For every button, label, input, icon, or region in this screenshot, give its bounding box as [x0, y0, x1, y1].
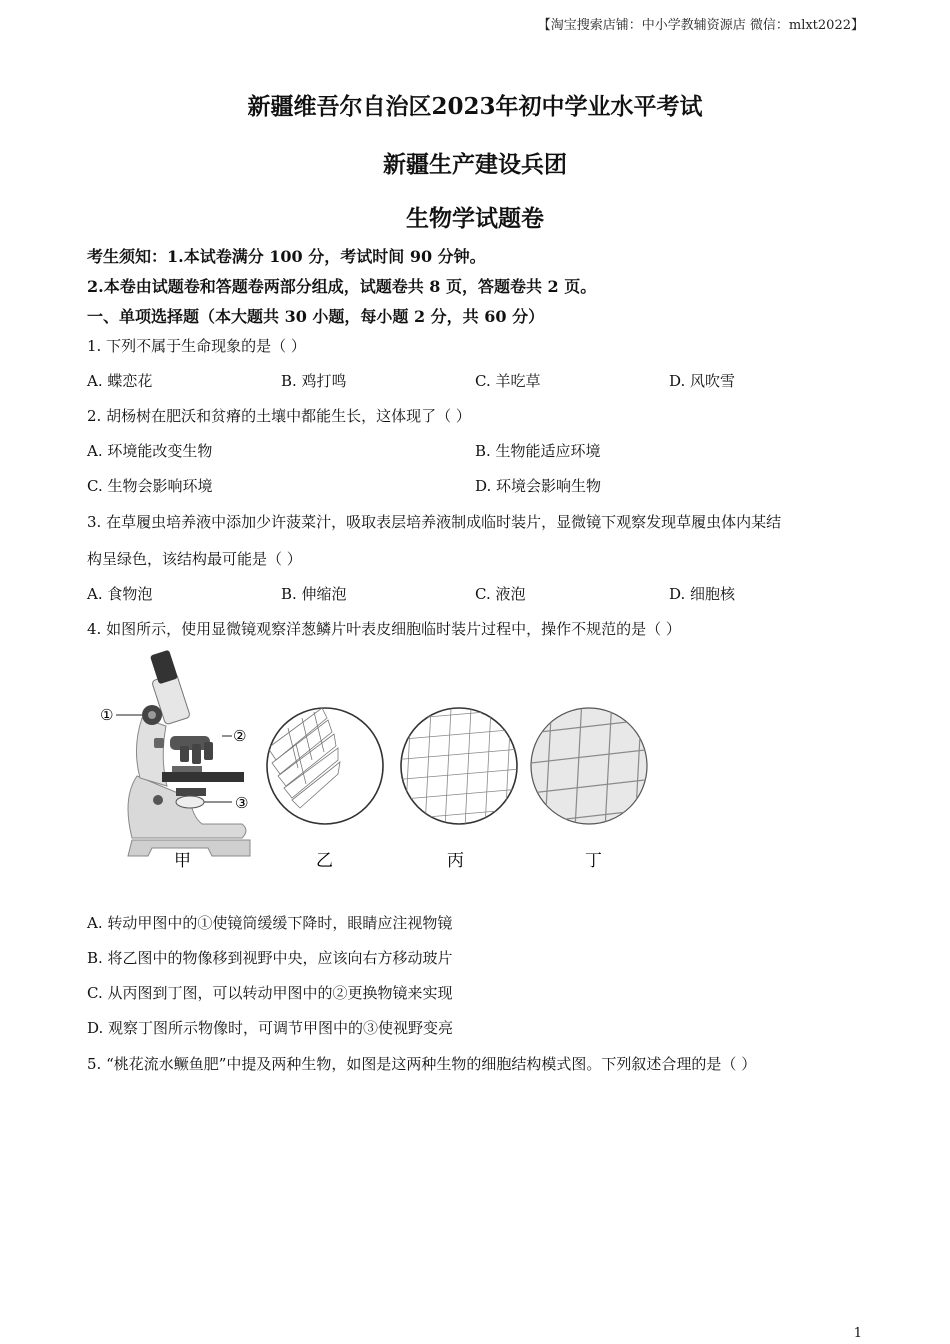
- marker-2: ②: [233, 727, 247, 745]
- question-3-option-a: A. 食物泡: [87, 585, 153, 603]
- question-1-option-a: A. 蝶恋花: [87, 372, 153, 390]
- marker-3: ③: [235, 794, 249, 812]
- question-2-option-b: B. 生物能适应环境: [475, 442, 601, 460]
- microscope-illustration: [116, 650, 250, 856]
- figure-label-ding: 丁: [585, 851, 602, 871]
- header-note: 【淘宝搜索店铺：中小学教辅资源店 微信：mlxt2022】: [537, 18, 864, 33]
- question-2-stem: 2. 胡杨树在肥沃和贫瘠的土壤中都能生长，这体现了（ ）: [87, 407, 471, 425]
- question-2-option-d: D. 环境会影响生物: [475, 477, 602, 495]
- question-3-option-c: C. 液泡: [475, 585, 526, 603]
- question-2-option-c: C. 生物会影响环境: [87, 477, 213, 495]
- question-4-option-c: C. 从丙图到丁图，可以转动甲图中的②更换物镜来实现: [87, 984, 453, 1002]
- question-2-option-a: A. 环境能改变生物: [87, 442, 213, 460]
- figure-label-yi: 乙: [316, 851, 333, 871]
- question-3-stem-line-1: 3. 在草履虫培养液中添加少许菠菜汁，吸取表层培养液制成临时装片，显微镜下观察发现草履虫体内某结: [87, 513, 782, 531]
- section-heading: 一、单项选择题（本大题共 30 小题，每小题 2 分，共 60 分）: [87, 307, 545, 326]
- page-number: 1: [853, 1326, 862, 1341]
- field-of-view-yi: [267, 708, 383, 824]
- microscope-figure: [92, 648, 662, 878]
- question-3-option-d: D. 细胞核: [669, 585, 736, 603]
- paper-title: 生物学试题卷: [406, 205, 544, 232]
- question-4-option-b: B. 将乙图中的物像移到视野中央，应该向右方移动玻片: [87, 949, 453, 967]
- figure-label-bing: 丙: [447, 851, 464, 871]
- question-3-option-b: B. 伸缩泡: [281, 585, 347, 603]
- question-1-option-b: B. 鸡打鸣: [281, 372, 347, 390]
- question-3-stem-line-2: 构呈绿色，该结构最可能是（ ）: [87, 550, 302, 568]
- question-1-option-d: D. 风吹雪: [669, 372, 736, 390]
- exam-subtitle: 新疆生产建设兵团: [383, 151, 567, 178]
- exam-title: 新疆维吾尔自治区2023年初中学业水平考试: [247, 93, 703, 120]
- field-of-view-bing: [392, 688, 532, 848]
- question-4-option-a: A. 转动甲图中的①使镜筒缓缓下降时，眼睛应注视物镜: [87, 914, 453, 932]
- microscope-figure-drawing: [92, 648, 662, 878]
- question-1-stem: 1. 下列不属于生命现象的是（ ）: [87, 337, 306, 355]
- notice-line-2: 2.本卷由试题卷和答题卷两部分组成，试题卷共 8 页，答题卷共 2 页。: [87, 277, 597, 296]
- question-4-option-d: D. 观察丁图所示物像时，可调节甲图中的③使视野变亮: [87, 1019, 454, 1037]
- question-1-option-c: C. 羊吃草: [475, 372, 541, 390]
- notice-line-1: 考生须知：1.本试卷满分 100 分，考试时间 90 分钟。: [87, 247, 486, 266]
- question-5-stem: 5. “桃花流水鳜鱼肥”中提及两种生物，如图是这两种生物的细胞结构模式图。下列叙述合理的是（ ）: [87, 1055, 757, 1073]
- marker-1: ①: [100, 706, 114, 724]
- question-4-stem: 4. 如图所示，使用显微镜观察洋葱鳞片叶表皮细胞临时装片过程中，操作不规范的是（ ）: [87, 620, 681, 638]
- figure-label-jia: 甲: [174, 851, 191, 871]
- field-of-view-ding: [522, 698, 662, 848]
